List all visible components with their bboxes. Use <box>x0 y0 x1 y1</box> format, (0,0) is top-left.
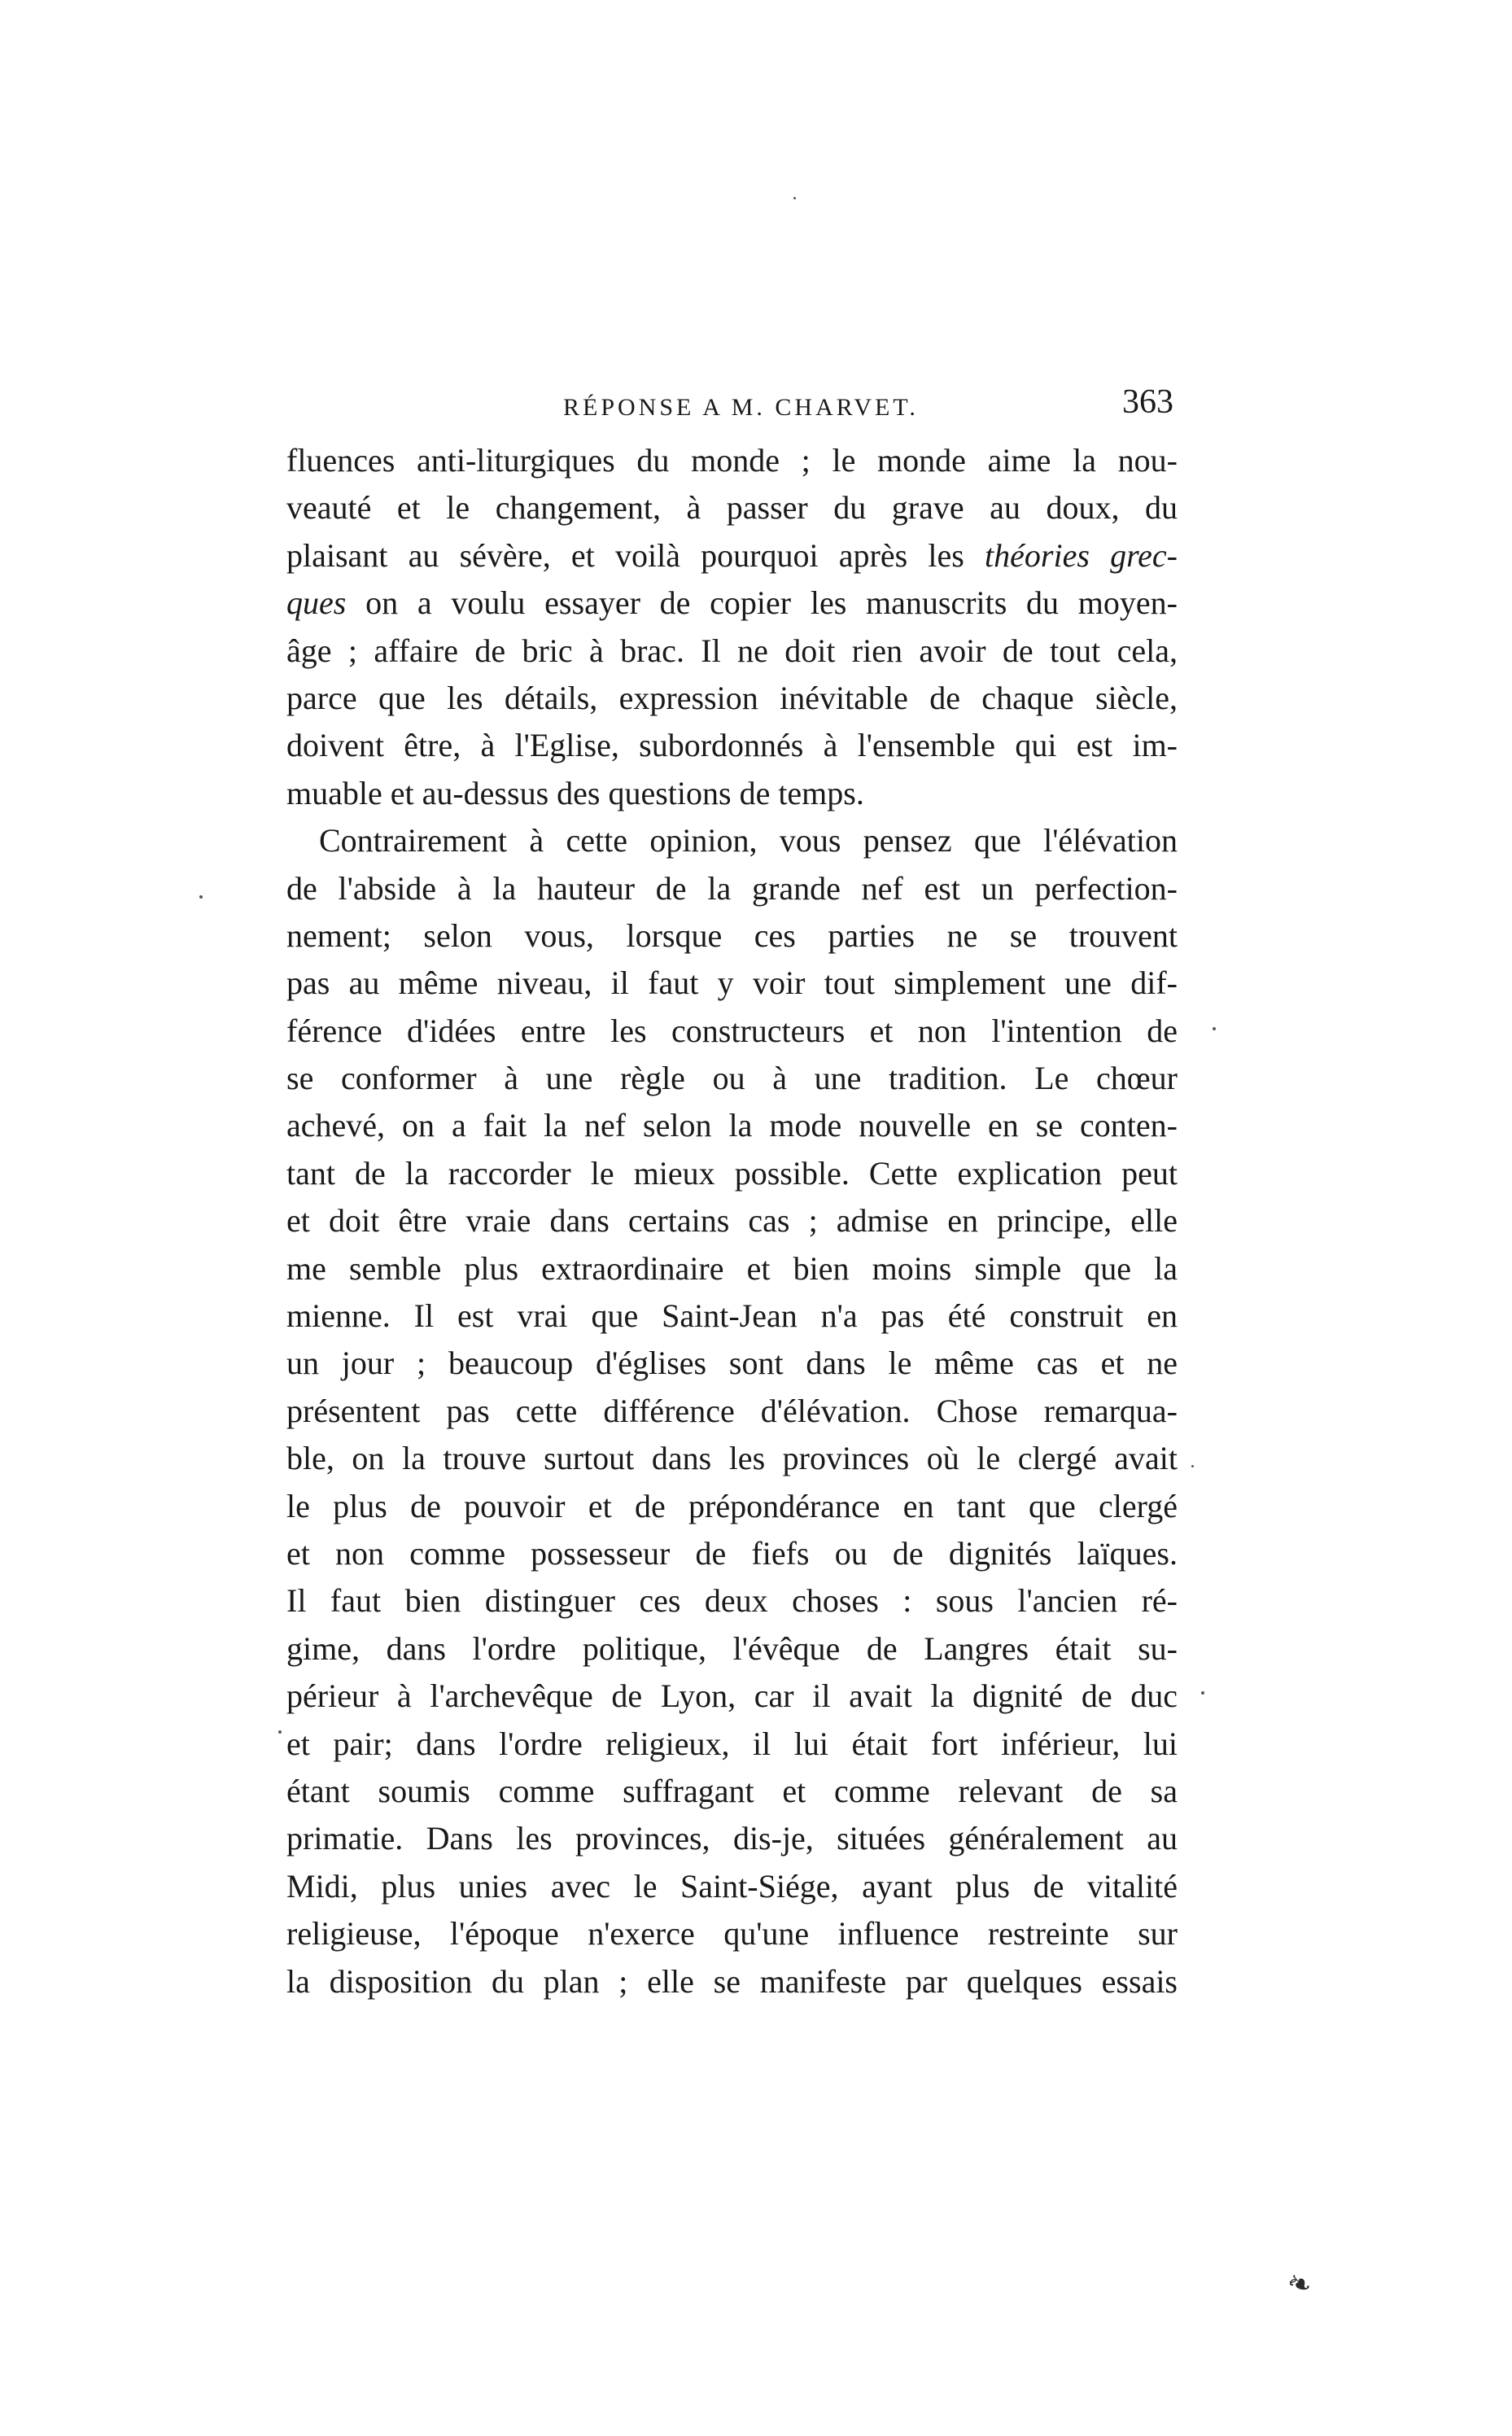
text-line: Il faut bien distinguer ces deux choses : sous l'ancien ré- <box>286 1582 1178 1620</box>
text-line: primatie. Dans les provinces, dis-je, situées généralement au <box>286 1820 1178 1857</box>
text-line: étant soumis comme suffragant et comme relevant de sa <box>286 1772 1178 1809</box>
scan-speck <box>278 1730 282 1734</box>
text-line: parce que les détails, expression inévitable de chaque siècle, <box>286 679 1178 716</box>
scan-speck <box>1201 1691 1204 1695</box>
scan-speck <box>1191 1465 1194 1467</box>
scan-speck <box>793 197 796 199</box>
paragraph-1 <box>286 437 1178 817</box>
text-line: tant de la raccorder le mieux possible. Cette explication peut <box>286 1154 1178 1192</box>
text-line: me semble plus extraordinaire et bien moins simple que la <box>286 1249 1178 1287</box>
text-line: un jour ; beaucoup d'églises sont dans le même cas et ne <box>286 1345 1178 1382</box>
text-line: Midi, plus unies avec le Saint-Siége, ayant plus de vitalité <box>286 1867 1178 1905</box>
page-number: 363 <box>1122 383 1173 421</box>
text-line: religieuse, l'époque n'exerce qu'une influence restreinte sur <box>286 1915 1178 1953</box>
text-line: et pair; dans l'ordre religieux, il lui était fort inférieur, lui <box>286 1725 1178 1762</box>
text-line: férence d'idées entre les constructeurs et non l'intention de <box>286 1012 1178 1049</box>
running-title: RÉPONSE A M. CHARVET. <box>563 394 919 421</box>
text-line-with-italic: ques on a voulu essayer de copier les manuscrits du moyen- <box>286 584 1178 622</box>
printer-mark-icon: ❧ <box>1283 2264 1318 2303</box>
text-line-with-italic: plaisant au sévère, et voilà pourquoi après les théories grec- <box>286 536 1178 574</box>
text-line: présentent pas cette différence d'élévation. Chose remarqua- <box>286 1392 1178 1429</box>
scan-speck <box>1213 1027 1216 1030</box>
text-line: nement; selon vous, lorsque ces parties ne se trouvent <box>286 916 1178 954</box>
text-line: et doit être vraie dans certains cas ; admise en principe, elle <box>286 1202 1178 1240</box>
text-line: veauté et le changement, à passer du grave au doux, du <box>286 489 1178 527</box>
text-line: périeur à l'archevêque de Lyon, car il avait la dignité de duc <box>286 1677 1178 1715</box>
text-line: Contrairement à cette opinion, vous pensez que l'élévation <box>319 822 1178 859</box>
text-line: se conformer à une règle ou à une tradition. Le chœur <box>286 1060 1178 1097</box>
text-line: achevé, on a fait la nef selon la mode nouvelle en se conten- <box>286 1107 1178 1144</box>
page-header <box>286 383 1173 431</box>
text-line: muable et au-dessus des questions de temps. <box>286 774 864 811</box>
paragraph-2 <box>286 817 1178 2005</box>
text-line: mienne. Il est vrai que Saint-Jean n'a pas été construit en <box>286 1297 1178 1335</box>
text-line: pas au même niveau, il faut y voir tout simplement une dif- <box>286 964 1178 1002</box>
text-line: et non comme possesseur de fiefs ou de dignités laïques. <box>286 1534 1178 1572</box>
text-line: le plus de pouvoir et de prépondérance en tant que clergé <box>286 1487 1178 1524</box>
page-body <box>286 437 1178 2005</box>
text-line: de l'abside à la hauteur de la grande nef est un perfection- <box>286 869 1178 907</box>
scan-speck <box>199 895 203 899</box>
text-line: la disposition du plan ; elle se manifeste par quelques essais <box>286 1962 1178 2000</box>
text-line: âge ; affaire de bric à brac. Il ne doit rien avoir de tout cela, <box>286 632 1178 669</box>
text-line: ble, on la trouve surtout dans les provinces où le clergé avait <box>286 1440 1178 1477</box>
text-line: fluences anti-liturgiques du monde ; le monde aime la nou- <box>286 442 1178 479</box>
text-line: gime, dans l'ordre politique, l'évêque de Langres était su- <box>286 1629 1178 1667</box>
text-line: doivent être, à l'Eglise, subordonnés à l'ensemble qui est im- <box>286 727 1178 764</box>
